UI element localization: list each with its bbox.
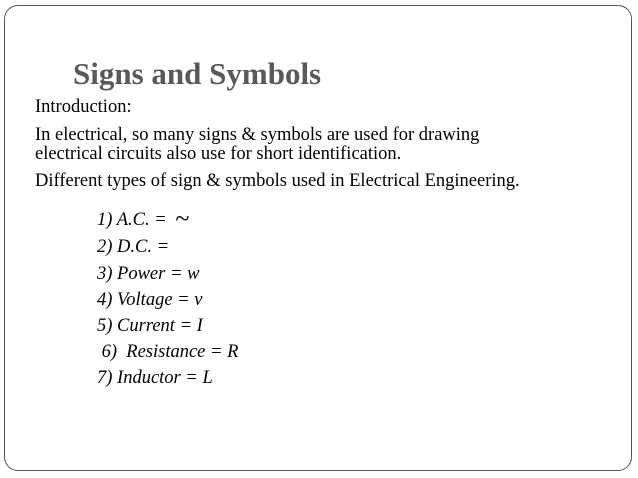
intro-paragraph-line-1: In electrical, so many signs & symbols are used for drawing <box>35 125 480 145</box>
list-item-voltage: 4) Voltage = v <box>97 290 203 310</box>
list-item-label: 1) A.C. = <box>97 210 172 230</box>
slide <box>4 5 632 471</box>
list-item-current: 5) Current = I <box>97 316 203 336</box>
types-line: Different types of sign & symbols used in Electrical Engineering. <box>35 171 520 191</box>
list-item-inductor: 7) Inductor = L <box>97 368 213 388</box>
list-item-resistance: 6) Resistance = R <box>97 342 239 362</box>
slide-title: Signs and Symbols <box>73 56 322 91</box>
list-item-ac <box>97 202 189 232</box>
list-item-dc: 2) D.C. = <box>97 237 170 257</box>
list-item-power: 3) Power = w <box>97 264 200 284</box>
ac-symbol: ~ <box>175 204 190 233</box>
intro-paragraph-line-2: electrical circuits also use for short identification. <box>35 144 402 164</box>
intro-heading: Introduction: <box>35 97 132 117</box>
